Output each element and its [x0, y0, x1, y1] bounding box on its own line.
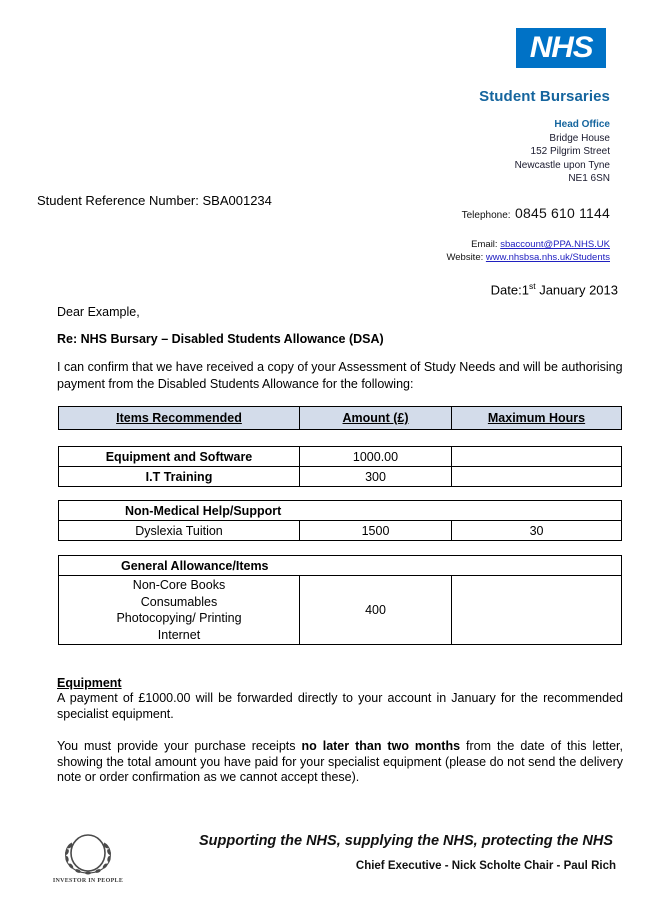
equipment-section-title: Equipment: [57, 676, 122, 690]
date-line: [300, 281, 618, 297]
equipment-paragraph-2-emphasis: no later than two months: [301, 739, 461, 753]
nmh-group-table: [58, 500, 622, 541]
row-hours: 30: [452, 521, 622, 541]
address-line-4: Newcastle upon Tyne: [514, 159, 610, 171]
student-reference-value: SBA001234: [202, 193, 272, 208]
section-heading-general: General Allowance/Items: [59, 556, 622, 576]
general-hours: [452, 576, 622, 645]
table-row: [59, 521, 622, 541]
website-link[interactable]: www.nhsbsa.nhs.uk/Students: [485, 252, 610, 263]
general-amount: 400: [300, 576, 452, 645]
address-line-3: 152 Pilgrim Street: [530, 146, 610, 157]
investor-in-people-label: INVESTOR IN PEOPLE: [52, 878, 124, 884]
list-item: Non-Core Books: [132, 578, 226, 592]
website-label: Website:: [446, 252, 484, 263]
general-allowance-table: [58, 555, 622, 645]
table-section-heading-row: [59, 556, 622, 576]
list-item: Consumables: [140, 594, 218, 609]
nhs-logo: [516, 28, 606, 68]
address-head-office: Head Office: [554, 119, 610, 130]
column-header-hours-text: Maximum Hours: [487, 411, 586, 425]
table-row: [59, 467, 622, 487]
equipment-paragraph-2-pre: You must provide your purchase receipts: [57, 739, 302, 753]
row-amount: 1500: [300, 521, 452, 541]
subject-line: Re: NHS Bursary – Disabled Students Allowance (DSA): [57, 332, 384, 346]
row-item-label: Equipment and Software: [59, 447, 300, 467]
table-row: [59, 576, 622, 645]
column-header-amount: [300, 407, 452, 430]
website-line: [300, 251, 610, 264]
equipment-group-table: [58, 446, 622, 487]
address-block: [330, 118, 610, 186]
section-heading-nmh: Non-Medical Help/Support: [59, 501, 622, 521]
date-rest: January 2013: [535, 282, 618, 298]
date-ordinal: st: [528, 281, 536, 291]
investor-in-people-logo: [36, 832, 140, 884]
table-header-row: [59, 407, 622, 430]
laurel-wreath-icon: [60, 832, 116, 876]
column-header-hours: [452, 407, 622, 430]
recommendation-table-header: [58, 406, 622, 430]
address-line-2: Bridge House: [549, 132, 610, 144]
footer-tagline: Supporting the NHS, supplying the NHS, protecting the NHS: [198, 833, 614, 849]
footer-officers: Chief Executive - Nick Scholte Chair - Paul Rich: [355, 860, 616, 872]
equipment-paragraph-2: [57, 739, 623, 786]
contact-block: [300, 238, 610, 264]
letter-body: [57, 305, 623, 392]
list-item: Internet: [157, 627, 201, 642]
column-header-items: [59, 407, 300, 430]
date-label: Date:: [490, 282, 522, 298]
email-link[interactable]: sbaccount@PPA.NHS.UK: [500, 239, 610, 250]
email-line: [300, 238, 610, 251]
list-item: Photocopying/ Printing: [116, 611, 242, 625]
student-reference-label: Student Reference Number:: [37, 193, 199, 208]
division-title: Student Bursaries: [479, 88, 610, 105]
student-reference: [37, 193, 272, 208]
telephone-line: [330, 205, 610, 223]
email-label: Email:: [471, 239, 498, 250]
date-day: 1: [521, 282, 529, 298]
column-header-amount-text: Amount (£): [342, 411, 409, 425]
row-item-label: I.T Training: [59, 467, 300, 487]
row-item-label: Dyslexia Tuition: [59, 521, 300, 541]
equipment-paragraph-2-post: from the date of this letter, showing the total amount you have paid for your specialist equipment (please do not send the delivery note or order confirmation as we cannot accept these).: [57, 739, 624, 784]
table-section-heading-row: [59, 501, 622, 521]
intro-paragraph: I can confirm that we have received a copy of your Assessment of Study Needs and will be authorising payment from the Disabled Students Allowance for the following:: [57, 360, 623, 391]
address-postcode: NE1 6SN: [568, 173, 610, 184]
table-row: [59, 447, 622, 467]
row-hours: [452, 467, 622, 487]
row-hours: [452, 447, 622, 467]
general-items-cell: [59, 576, 300, 645]
telephone-label: Telephone:: [461, 210, 511, 221]
equipment-paragraph-1: A payment of £1000.00 will be forwarded directly to your account in January for the recommended specialist equipment.: [57, 691, 623, 721]
salutation: Dear Example,: [57, 305, 140, 319]
equipment-section: [57, 676, 623, 786]
nhs-logo-text: NHS: [529, 31, 593, 64]
row-amount: 1000.00: [300, 447, 452, 467]
telephone-number: 0845 610 1144: [515, 205, 610, 221]
nhs-logo-block: [516, 28, 606, 68]
column-header-items-text: Items Recommended: [116, 411, 242, 425]
row-amount: 300: [300, 467, 452, 487]
